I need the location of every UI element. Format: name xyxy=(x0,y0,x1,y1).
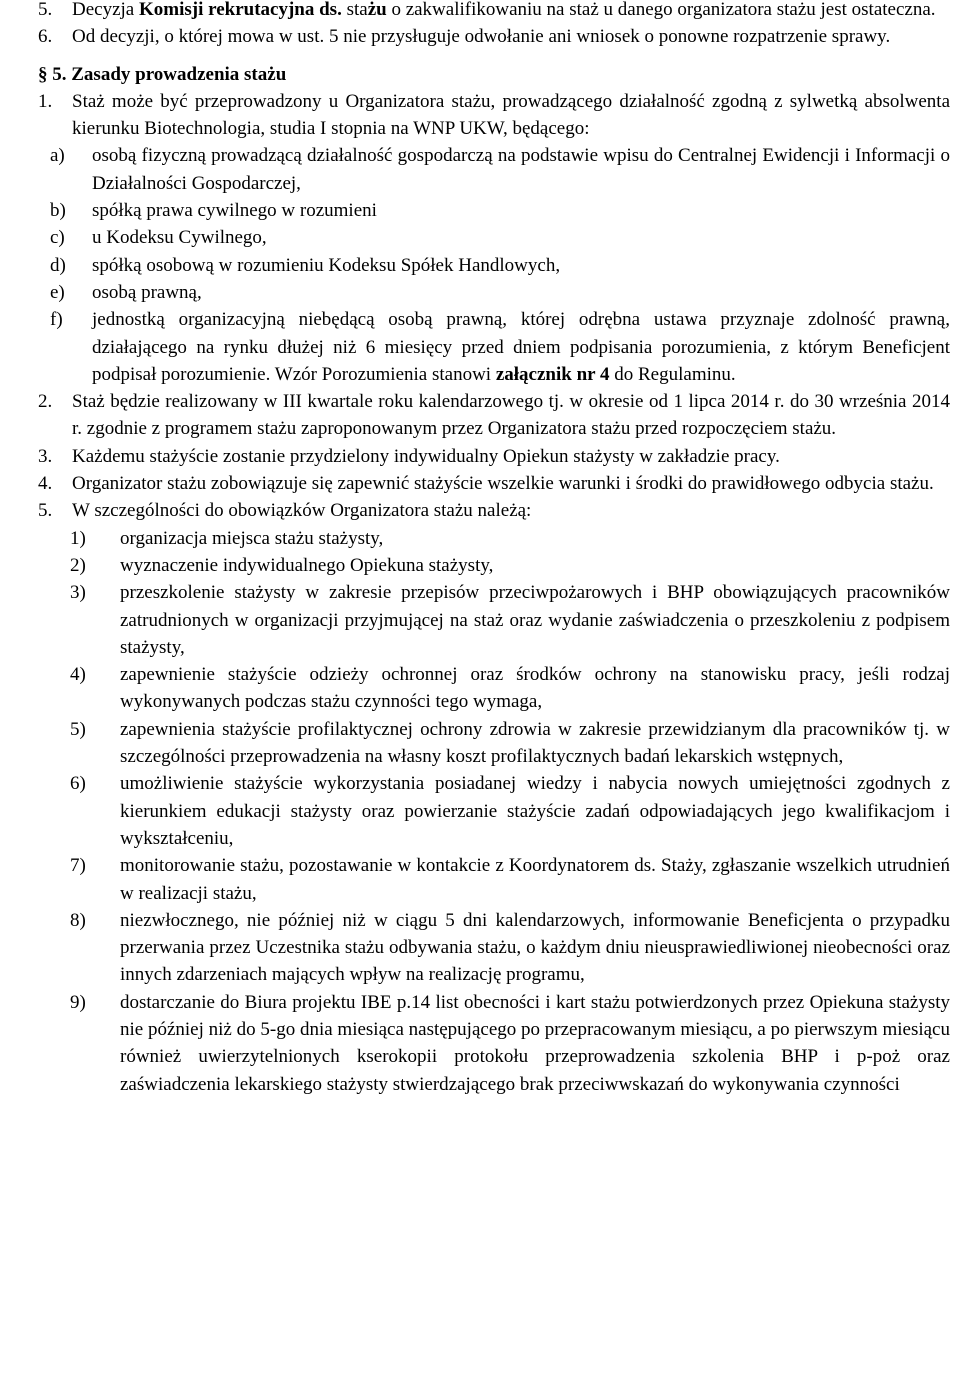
item-label: b) xyxy=(50,200,66,222)
list-item xyxy=(0,579,950,661)
item-text: wyznaczenie indywidualnego Opiekuna stażysty, xyxy=(120,554,494,576)
list-item xyxy=(0,907,950,989)
list-item xyxy=(0,443,950,470)
item-label: 2) xyxy=(70,554,86,576)
item-label: 7) xyxy=(70,855,86,877)
item-text: Decyzja Komisji rekrutacyjna ds. stażu o zakwalifikowaniu na staż u danego organizatora stażu jest ostateczna. xyxy=(72,0,936,20)
entity-list xyxy=(0,142,950,388)
item-text: Staż może być przeprowadzony u Organizatora stażu, prowadzącego działalność zgodną z sylwetką absolwenta kierunku Biotechnologia, studia I stopnia na WNP UKW, będącego: xyxy=(72,90,950,140)
list-item xyxy=(0,197,950,224)
item-label: 5) xyxy=(70,718,86,740)
item-number: 5. xyxy=(38,500,53,522)
item-label: 8) xyxy=(70,909,86,931)
item-number: 4. xyxy=(38,473,53,495)
item-text: osobą fizyczną prowadzącą działalność gospodarczą na podstawie wpisu do Centralnej Ewidencji i Informacji o Działalności Gospodarczej, xyxy=(92,145,950,194)
item-text: Od decyzji, o której mowa w ust. 5 nie przysługuje odwołanie ani wniosek o ponowne rozpatrzenie sprawy. xyxy=(72,26,891,48)
item-text: Organizator stażu zobowiązuje się zapewnić stażyście wszelkie warunki i środki do prawidłowego odbycia stażu. xyxy=(72,473,934,495)
item-number: 6. xyxy=(38,26,53,48)
list-item xyxy=(0,661,950,716)
item-label: e) xyxy=(50,281,65,303)
item-text: W szczególności do obowiązków Organizatora stażu należą: xyxy=(72,500,532,522)
list-item xyxy=(0,497,950,524)
item-label: c) xyxy=(50,227,65,249)
item-label: 3) xyxy=(70,582,86,604)
item-text: przeszkolenie stażysty w zakresie przepisów przeciwpożarowych i BHP obowiązujących pracowników zatrudnionych w organizacji przyjmującej na staż oraz wydanie zaświadczenia o przeszkoleniu z podpisem stażysty, xyxy=(120,582,950,658)
item-label: d) xyxy=(50,254,66,276)
list-item xyxy=(0,525,950,552)
list-item xyxy=(0,252,950,279)
item-label: a) xyxy=(50,145,65,167)
item-text: organizacja miejsca stażu stażysty, xyxy=(120,527,384,549)
item-label: 9) xyxy=(70,991,86,1013)
item-number: 1. xyxy=(38,90,53,112)
list-item xyxy=(0,306,950,388)
item-text: zapewnienie stażyście odzieży ochronnej oraz środków ochrony na stanowisku pracy, jeśli rodzaj wykonywanych podczas stażu czynności tego wymaga, xyxy=(120,664,950,713)
item-text: jednostką organizacyjną niebędącą osobą prawną, której odrębna ustawa przyznaje zdolność prawną, działającego na rynku dłużej niż 6 miesięcy przed dniem podpisania porozumienia, z którym Beneficjent podpisał porozumienie. Wzór Porozumienia stanowi załącznik nr 4 do Regulaminu. xyxy=(92,309,950,385)
section-title: § 5. Zasady prowadzenia stażu xyxy=(38,63,287,85)
item-text: osobą prawną, xyxy=(92,281,202,303)
list-item xyxy=(0,88,950,143)
list-item xyxy=(0,989,950,1098)
item-text: u Kodeksu Cywilnego, xyxy=(92,227,267,249)
list-item xyxy=(0,23,950,50)
item-text: spółką prawa cywilnego w rozumieni xyxy=(92,200,377,222)
list-item xyxy=(0,716,950,771)
list-item xyxy=(0,279,950,306)
list-item xyxy=(0,224,950,251)
item-text: spółką osobową w rozumieniu Kodeksu Spółek Handlowych, xyxy=(92,254,561,276)
list-item xyxy=(0,0,950,23)
item-label: f) xyxy=(50,309,63,331)
item-label: 1) xyxy=(70,527,86,549)
item-text: umożliwienie stażyście wykorzystania posiadanej wiedzy i nabycia nowych umiejętności zgodnych z kierunkiem edukacji stażysty oraz powierzanie stażyście zadań odpowiadających jego kwalifikacjom i wykształceniu, xyxy=(120,773,950,849)
item-number: 2. xyxy=(38,391,53,413)
item-text: Każdemu stażyście zostanie przydzielony indywidualny Opiekun stażysty w zakładzie pracy. xyxy=(72,445,780,467)
item-label: 6) xyxy=(70,773,86,795)
list-item xyxy=(0,852,950,907)
item-number: 3. xyxy=(38,445,53,467)
item-text: dostarczanie do Biura projektu IBE p.14 list obecności i kart stażu potwierdzonych przez Opiekuna stażysty nie później niż do 5-go dnia miesiąca następującego po przepracowanym miesiącu, a po pierwszym miesiącu również uwierzytelnionych kserokopii protokołu przeprowadzenia szkolenia BHP i p-poż oraz zaświadczenia lekarskiego stażysty stwierdzającego brak przeciwwskazań do wykonywania czynności xyxy=(120,991,950,1095)
list-item xyxy=(0,770,950,852)
duties-list xyxy=(0,525,950,1098)
item-text: Staż będzie realizowany w III kwartale roku kalendarzowego tj. w okresie od 1 lipca 2014 r. do 30 września 2014 r. zgodnie z programem stażu zaproponowanym przez Organizatora stażu przed rozpoczęciem stażu. xyxy=(72,391,950,440)
list-item xyxy=(0,470,950,497)
item-text: zapewnienia stażyście profilaktycznej ochrony zdrowia w zakresie przewidzianym dla pracowników tj. w szczególności przeprowadzenia na własny koszt profilaktycznych badań lekarskich wstępnych, xyxy=(120,718,950,768)
list-item xyxy=(0,142,950,197)
list-item xyxy=(0,552,950,579)
item-text: niezwłocznego, nie później niż w ciągu 5 dni kalendarzowych, informowanie Beneficjenta o przypadku przerwania przez Uczestnika stażu odbywania stażu, o każdym dniu nieusprawiedliwionej nieobecności oraz innych zdarzeniach mających wpływ na realizację programu, xyxy=(120,909,950,986)
item-text: monitorowanie stażu, pozostawanie w kontakcie z Koordynatorem ds. Staży, zgłaszanie wszelkich utrudnień w realizacji stażu, xyxy=(120,855,950,904)
item-label: 4) xyxy=(70,664,86,686)
item-number: 5. xyxy=(38,0,53,20)
list-item xyxy=(0,388,950,443)
